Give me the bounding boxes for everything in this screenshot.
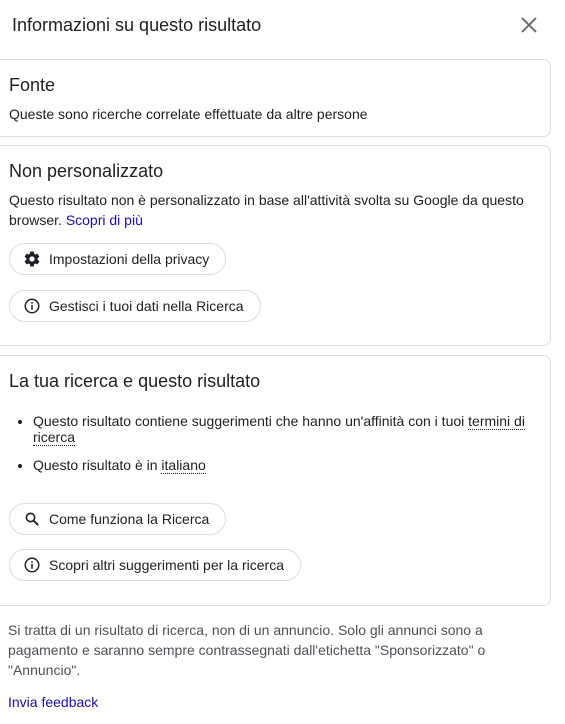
privacy-settings-label: Impostazioni della privacy xyxy=(49,251,210,267)
not-personalized-text: Questo risultato non è personalizzato in base all'attività svolta su Google da questo browser. xyxy=(9,192,524,228)
not-personalized-title: Non personalizzato xyxy=(9,161,164,181)
language-tooltip[interactable]: italiano xyxy=(161,457,206,473)
more-search-tips-button[interactable] xyxy=(9,549,301,581)
source-description: Queste sono ricerche correlate effettuate da altre persone xyxy=(9,106,368,122)
source-title: Fonte xyxy=(9,75,56,95)
info-icon xyxy=(23,556,41,574)
close-icon xyxy=(521,17,537,33)
your-search-title: La tua ricerca e questo risultato xyxy=(9,371,261,391)
manage-data-button[interactable] xyxy=(9,290,261,322)
more-search-tips-label: Scopri altri suggerimenti per la ricerca xyxy=(49,557,284,573)
dialog-title: Informazioni su questo risultato xyxy=(12,15,262,35)
dialog-header xyxy=(0,0,565,50)
not-personalized-card xyxy=(0,145,551,346)
info-icon xyxy=(23,297,41,315)
not-personalized-description xyxy=(9,190,539,230)
search-icon xyxy=(23,510,41,528)
list-item xyxy=(33,413,539,445)
search-terms-tooltip[interactable]: termini di ricerca xyxy=(33,413,525,445)
ad-disclaimer: Si tratta di un risultato di ricerca, non di un annuncio. Solo gli annunci sono a pagamento e saranno sempre contrassegnati dall'etichetta "Sponsorizzato" o "Annuncio". xyxy=(8,622,486,678)
gear-icon xyxy=(23,250,41,268)
learn-more-link[interactable]: Scopri di più xyxy=(65,212,143,228)
privacy-settings-button[interactable] xyxy=(9,243,226,275)
language-match-text: Questo risultato è in xyxy=(33,457,158,473)
your-search-card xyxy=(0,355,551,606)
list-item xyxy=(33,457,539,473)
send-feedback-link[interactable]: Invia feedback xyxy=(8,694,99,710)
search-match-list xyxy=(9,413,539,485)
how-search-works-label: Come funziona la Ricerca xyxy=(49,511,210,527)
manage-data-label: Gestisci i tuoi dati nella Ricerca xyxy=(49,298,244,314)
source-card xyxy=(0,59,551,137)
close-button[interactable] xyxy=(516,12,542,38)
term-match-text: Questo risultato contiene suggerimenti che hanno un'affinità con i tuoi xyxy=(33,413,465,429)
how-search-works-button[interactable] xyxy=(9,503,226,535)
